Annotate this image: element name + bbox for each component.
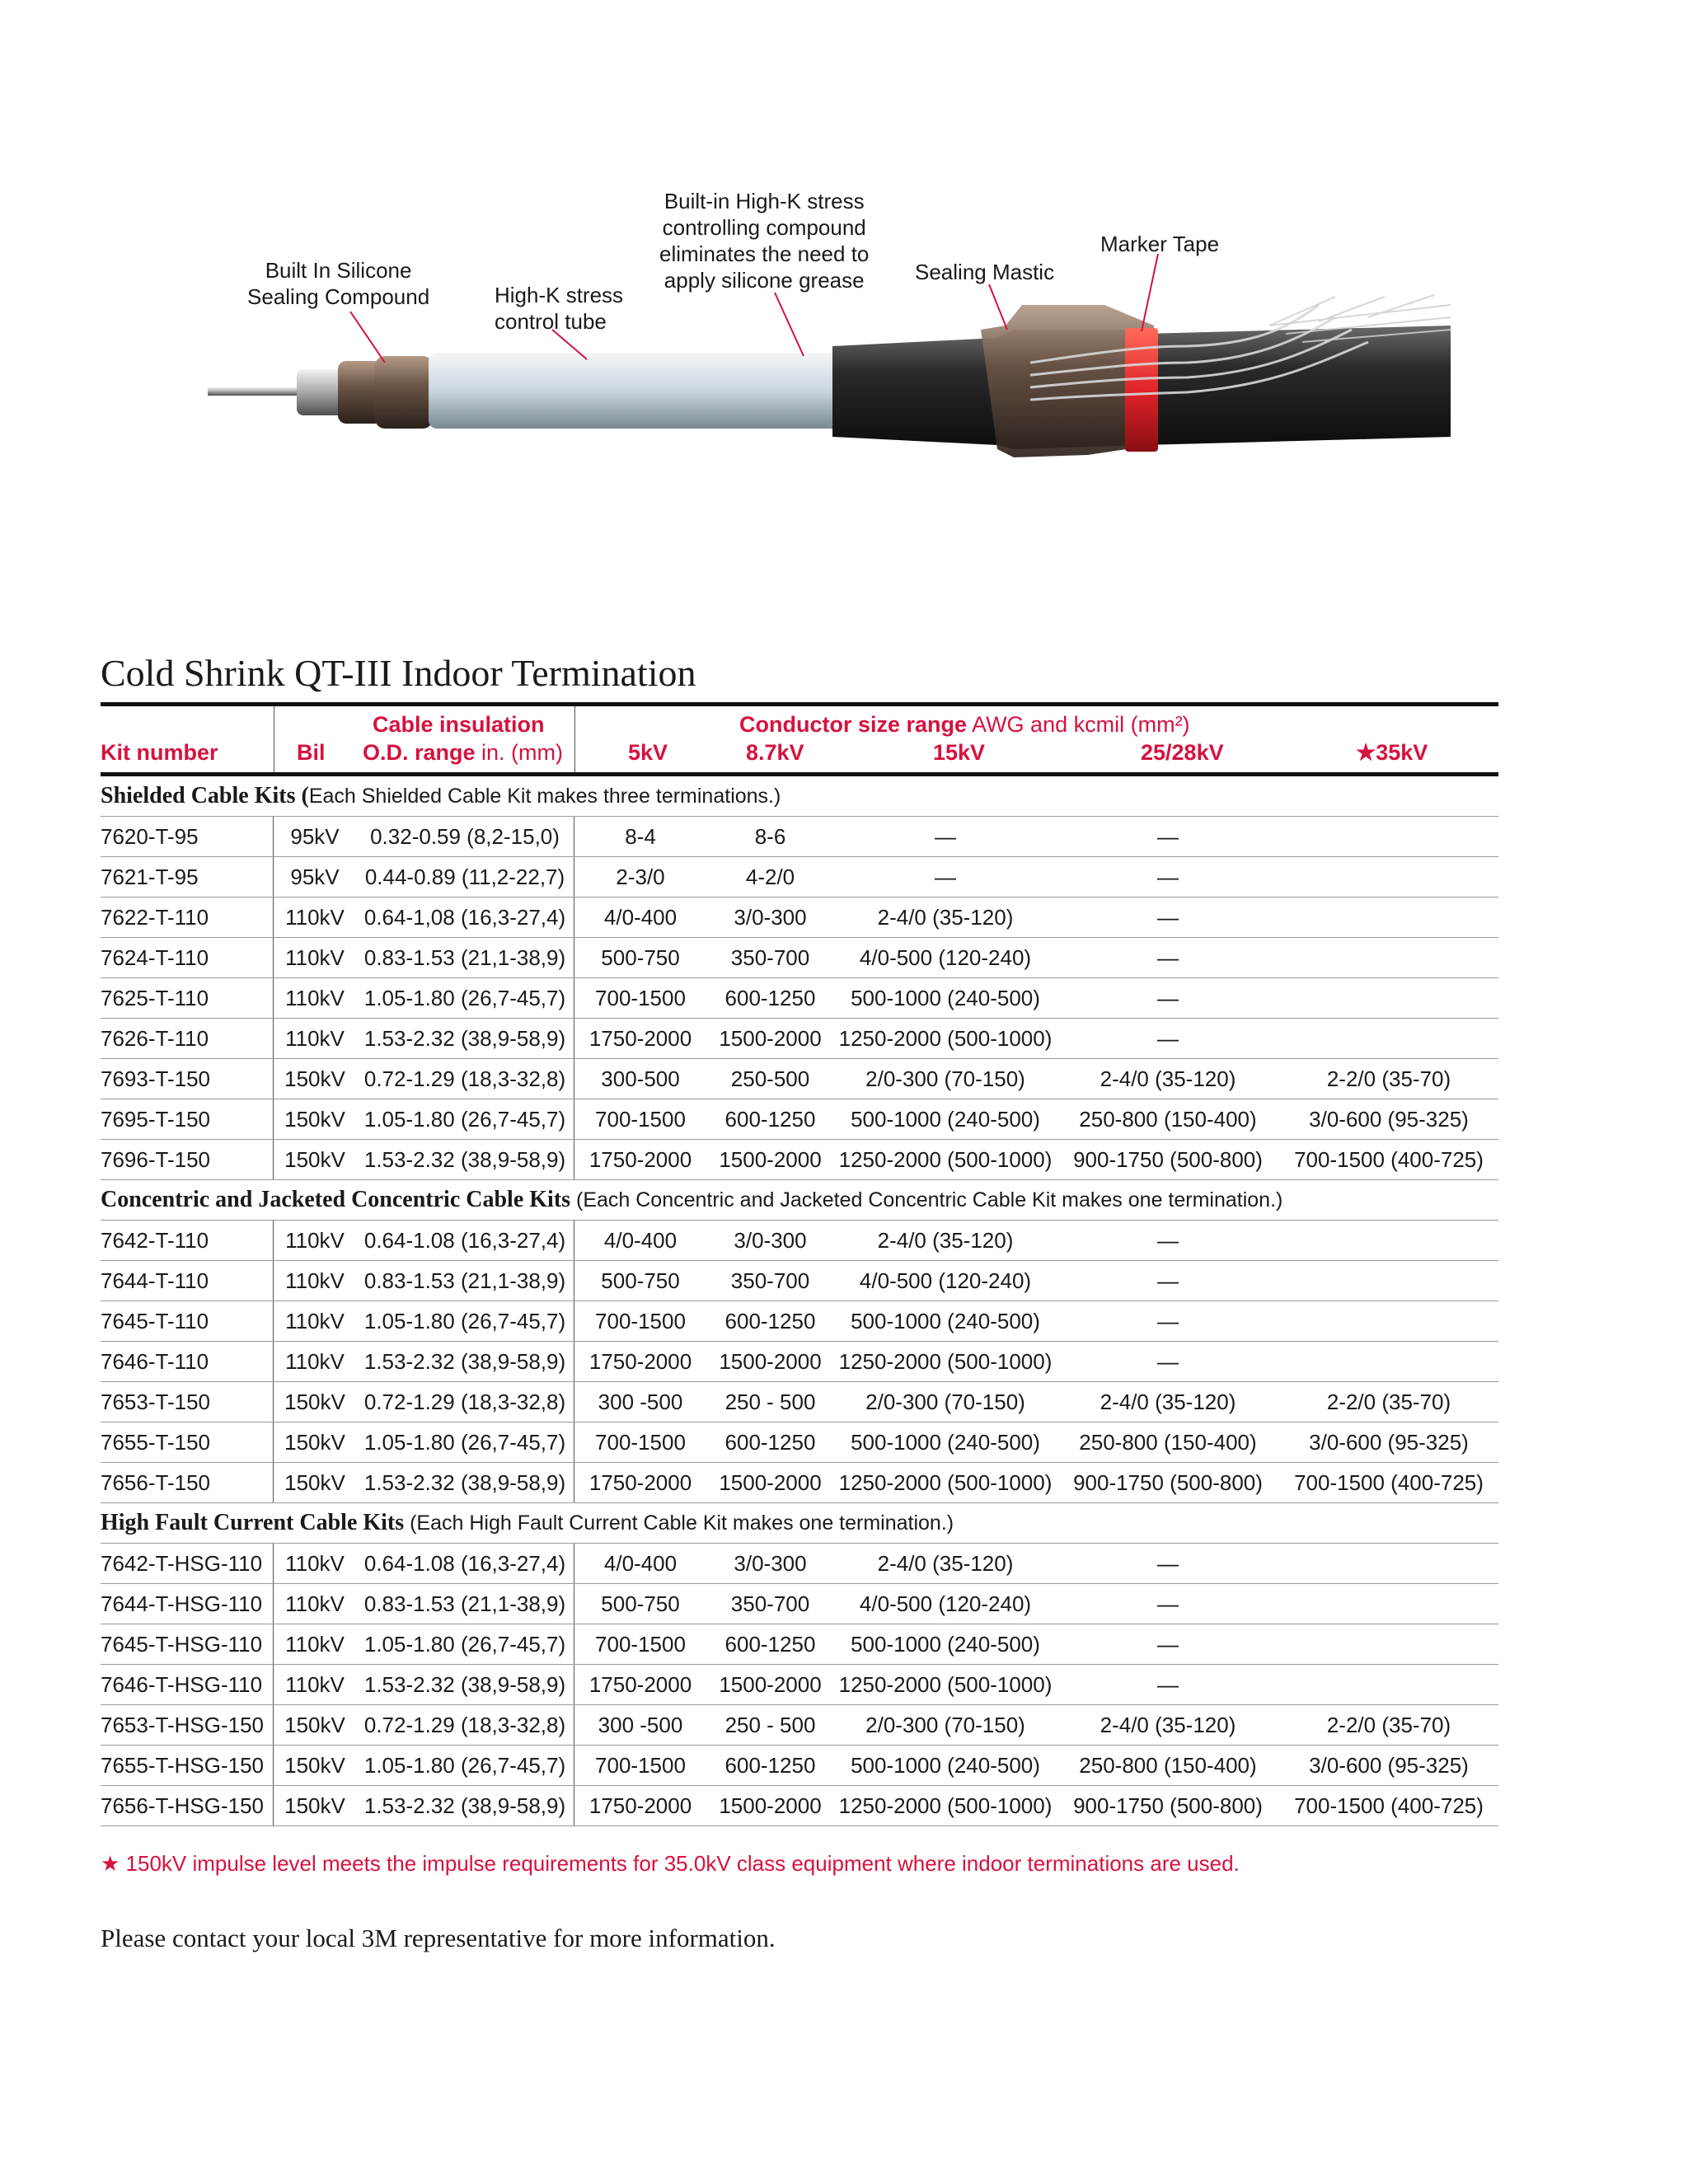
5kv-cell: 2-3/0: [616, 865, 665, 889]
15kv-cell: 1250-2000 (500-1000): [838, 1470, 1053, 1495]
section-title-bold: Concentric and Jacketed Concentric Cable Kits: [101, 1187, 571, 1212]
kit-number-cell: 7642-T-110: [101, 1221, 274, 1260]
35kv-cell: 700-1500 (400-725): [1294, 1793, 1484, 1818]
25-28kv-cell: —: [1157, 905, 1179, 930]
35kv-cell: [1279, 1221, 1498, 1260]
header-kit-number: Kit number: [101, 740, 218, 765]
8-7kv-cell: 3/0-300: [734, 1551, 807, 1576]
5kv-cell: 700-1500: [595, 986, 686, 1010]
25-28kv-cell: 250-800 (150-400): [1079, 1430, 1257, 1455]
table-row: [101, 1705, 1498, 1746]
25-28kv-cell: —: [1157, 865, 1179, 889]
5kv-cell: 1750-2000: [588, 1793, 692, 1818]
od-range-cell: 1.53-2.32 (38,9-58,9): [356, 1342, 574, 1381]
15kv-cell: —: [935, 865, 956, 889]
od-range-cell: 1.05-1.80 (26,7-45,7): [356, 1099, 574, 1139]
8-7kv-cell: 1500-2000: [719, 1349, 822, 1374]
5kv-cell: 1750-2000: [588, 1349, 692, 1374]
section-title: [101, 1503, 1498, 1544]
5kv-cell: 300 -500: [598, 1390, 683, 1414]
35kv-cell: 3/0-600 (95-325): [1309, 1753, 1469, 1778]
header-conductor-size: [739, 711, 1190, 738]
bil-cell: 110kV: [285, 986, 345, 1010]
35kv-cell: [1279, 938, 1498, 977]
8-7kv-cell: 350-700: [730, 1591, 810, 1616]
15kv-cell: 2/0-300 (70-150): [865, 1066, 1025, 1091]
bil-cell: 110kV: [285, 945, 345, 970]
table-row: [101, 1544, 1498, 1584]
25-28kv-cell: 250-800 (150-400): [1079, 1107, 1257, 1132]
table-row: [101, 1059, 1498, 1099]
5kv-cell: 8-4: [625, 824, 656, 849]
8-7kv-cell: 1500-2000: [719, 1793, 822, 1818]
25-28kv-cell: —: [1157, 986, 1179, 1010]
kit-number-cell: 7625-T-110: [101, 978, 274, 1018]
25-28kv-cell: —: [1157, 1632, 1179, 1657]
25-28kv-cell: 900-1750 (500-800): [1073, 1793, 1263, 1818]
5kv-cell: 300-500: [601, 1066, 680, 1091]
bil-cell: 110kV: [285, 1026, 345, 1051]
15kv-cell: 500-1000 (240-500): [851, 1632, 1040, 1657]
35kv-cell: 700-1500 (400-725): [1294, 1147, 1484, 1172]
header-cable-insulation: Cable insulation: [373, 712, 545, 737]
8-7kv-cell: 1500-2000: [719, 1470, 822, 1495]
8-7kv-cell: 600-1250: [724, 1430, 816, 1455]
15kv-cell: 2/0-300 (70-150): [865, 1713, 1025, 1737]
od-range-cell: 0.72-1.29 (18,3-32,8): [356, 1382, 574, 1422]
15kv-cell: 2/0-300 (70-150): [865, 1390, 1025, 1414]
15kv-cell: 1250-2000 (500-1000): [838, 1349, 1053, 1374]
15kv-cell: 4/0-500 (120-240): [859, 1591, 1032, 1616]
kit-number-cell: 7653-T-150: [101, 1382, 274, 1422]
5kv-cell: 700-1500: [595, 1309, 686, 1333]
25-28kv-cell: —: [1157, 1228, 1179, 1253]
bil-cell: 110kV: [285, 1551, 345, 1576]
15kv-cell: 500-1000 (240-500): [851, 1309, 1040, 1333]
25-28kv-cell: —: [1157, 1268, 1179, 1293]
kit-number-cell: 7693-T-150: [101, 1059, 274, 1099]
contact-note: Please contact your local 3M representative for more information.: [101, 1924, 776, 1952]
bil-cell: 110kV: [285, 1632, 345, 1657]
header-15kv: 15kV: [933, 740, 986, 765]
od-range-cell: 0.72-1.29 (18,3-32,8): [356, 1059, 574, 1099]
table-row: [101, 978, 1498, 1019]
8-7kv-cell: 350-700: [730, 945, 810, 970]
15kv-cell: 2-4/0 (35-120): [877, 1551, 1014, 1576]
section-title-rest: (Each High Fault Current Cable Kit makes one termination.): [404, 1511, 954, 1535]
5kv-cell: 4/0-400: [603, 905, 678, 930]
callout-marker-tape: Marker Tape: [1100, 232, 1220, 256]
callout-stress-control-tube: High-K stress control tube: [495, 283, 624, 334]
5kv-cell: 500-750: [601, 945, 680, 970]
kit-number-cell: 7644-T-110: [101, 1261, 274, 1301]
kit-number-cell: 7646-T-110: [101, 1342, 274, 1381]
8-7kv-cell: 250 - 500: [724, 1390, 816, 1414]
header-8-7kv: 8.7kV: [746, 740, 804, 765]
35kv-cell: 2-2/0 (35-70): [1326, 1713, 1451, 1737]
section-title-bold: Shielded Cable Kits (: [101, 783, 309, 808]
8-7kv-cell: 600-1250: [724, 1632, 816, 1657]
bil-cell: 150kV: [284, 1713, 345, 1737]
section-title: [101, 776, 1498, 817]
table-row: [101, 1382, 1498, 1422]
table-row: [101, 1099, 1498, 1140]
5kv-cell: 4/0-400: [603, 1551, 678, 1576]
od-range-cell: 0.72-1.29 (18,3-32,8): [356, 1705, 574, 1745]
header-od-range: [363, 739, 563, 766]
8-7kv-cell: 1500-2000: [719, 1026, 822, 1051]
table-row: [101, 1221, 1498, 1261]
header-divider: [574, 706, 575, 772]
35kv-cell: [1279, 817, 1498, 856]
5kv-cell: 700-1500: [595, 1753, 686, 1778]
15kv-cell: 500-1000 (240-500): [851, 986, 1040, 1010]
table-body: [101, 776, 1498, 1826]
header-5kv: 5kV: [628, 740, 668, 765]
header-od-units: in. (mm): [475, 740, 564, 765]
5kv-cell: 500-750: [601, 1268, 680, 1293]
bil-cell: 110kV: [285, 1268, 345, 1293]
kit-table: [101, 702, 1498, 1826]
15kv-cell: 1250-2000 (500-1000): [838, 1147, 1053, 1172]
35kv-cell: [1279, 1261, 1498, 1301]
od-range-cell: 1.05-1.80 (26,7-45,7): [356, 1746, 574, 1785]
kit-number-cell: 7696-T-150: [101, 1140, 274, 1179]
8-7kv-cell: 250 - 500: [724, 1713, 816, 1737]
5kv-cell: 1750-2000: [588, 1672, 692, 1697]
kit-number-cell: 7645-T-HSG-110: [101, 1624, 274, 1664]
header-conductor-size-label: Conductor size range: [739, 712, 968, 737]
table-row: [101, 1665, 1498, 1705]
25-28kv-cell: 900-1750 (500-800): [1073, 1470, 1263, 1495]
25-28kv-cell: —: [1157, 1551, 1179, 1576]
25-28kv-cell: —: [1157, 1591, 1179, 1616]
od-range-cell: 1.53-2.32 (38,9-58,9): [356, 1019, 574, 1058]
table-row: [101, 1786, 1498, 1826]
35kv-cell: [1279, 857, 1498, 897]
25-28kv-cell: 250-800 (150-400): [1079, 1753, 1257, 1778]
35kv-cell: 3/0-600 (95-325): [1309, 1107, 1469, 1132]
header-conductor-units: AWG and kcmil (mm²): [967, 712, 1190, 737]
table-row: [101, 817, 1498, 857]
35kv-cell: 3/0-600 (95-325): [1309, 1430, 1469, 1455]
table-row: [101, 1624, 1498, 1665]
document-title: Cold Shrink QT-III Indoor Termination: [101, 652, 696, 694]
table-row: [101, 1584, 1498, 1624]
header-bil: Bil: [297, 740, 326, 765]
35kv-cell: 2-2/0 (35-70): [1326, 1066, 1451, 1091]
table-row: [101, 1140, 1498, 1180]
bil-cell: 110kV: [285, 1591, 345, 1616]
kit-number-cell: 7655-T-HSG-150: [101, 1746, 274, 1785]
35kv-cell: [1279, 898, 1498, 937]
bil-cell: 150kV: [284, 1753, 345, 1778]
section-title-bold: High Fault Current Cable Kits: [101, 1510, 405, 1535]
8-7kv-cell: 1500-2000: [719, 1147, 822, 1172]
8-7kv-cell: 600-1250: [724, 1309, 816, 1333]
table-row: [101, 1746, 1498, 1786]
5kv-cell: 1750-2000: [588, 1147, 692, 1172]
callout-sealing-mastic: Sealing Mastic: [915, 260, 1055, 284]
bil-cell: 110kV: [285, 905, 345, 930]
8-7kv-cell: 600-1250: [724, 986, 816, 1010]
35kv-cell: [1279, 1019, 1498, 1058]
5kv-cell: 4/0-400: [603, 1228, 678, 1253]
25-28kv-cell: 900-1750 (500-800): [1073, 1147, 1263, 1172]
kit-number-cell: 7644-T-HSG-110: [101, 1584, 274, 1624]
bil-cell: 150kV: [284, 1066, 345, 1091]
header-35kv: ★35kV: [1356, 740, 1428, 765]
kit-number-cell: 7642-T-HSG-110: [101, 1544, 274, 1583]
product-illustration: [0, 0, 1688, 593]
25-28kv-cell: —: [1157, 824, 1179, 849]
bil-cell: 150kV: [284, 1390, 345, 1414]
8-7kv-cell: 4-2/0: [745, 865, 795, 889]
35kv-cell: 700-1500 (400-725): [1294, 1470, 1484, 1495]
table-row: [101, 857, 1498, 898]
8-7kv-cell: 600-1250: [724, 1107, 816, 1132]
header-25-28kv: 25/28kV: [1141, 740, 1224, 765]
15kv-cell: 500-1000 (240-500): [851, 1107, 1040, 1132]
bil-cell: 150kV: [284, 1107, 345, 1132]
od-range-cell: 1.53-2.32 (38,9-58,9): [356, 1140, 574, 1179]
25-28kv-cell: —: [1157, 1672, 1179, 1697]
35kv-cell: [1279, 1342, 1498, 1381]
od-range-cell: 0.83-1.53 (21,1-38,9): [356, 938, 574, 977]
table-row: [101, 1342, 1498, 1382]
od-range-cell: 1.05-1.80 (26,7-45,7): [356, 1624, 574, 1664]
35kv-cell: [1279, 1301, 1498, 1341]
25-28kv-cell: —: [1157, 1026, 1179, 1051]
footnote: ★ 150kV impulse level meets the impulse requirements for 35.0kV class equipment where indoor terminations are used.: [101, 1851, 1240, 1876]
od-range-cell: 0.32-0.59 (8,2-15,0): [356, 817, 574, 856]
section-title-rest: (Each Concentric and Jacketed Concentric Cable Kit makes one termination.): [570, 1188, 1283, 1212]
bil-cell: 150kV: [284, 1470, 345, 1495]
15kv-cell: 2-4/0 (35-120): [877, 905, 1014, 930]
kit-number-cell: 7695-T-150: [101, 1099, 274, 1139]
15kv-cell: 500-1000 (240-500): [851, 1753, 1040, 1778]
kit-number-cell: 7621-T-95: [101, 857, 274, 897]
8-7kv-cell: 3/0-300: [734, 905, 807, 930]
8-7kv-cell: 3/0-300: [734, 1228, 807, 1253]
table-header: [101, 706, 1498, 772]
8-7kv-cell: 1500-2000: [719, 1672, 822, 1697]
15kv-cell: 4/0-500 (120-240): [859, 1268, 1032, 1293]
table-row: [101, 898, 1498, 938]
bil-cell: 150kV: [284, 1793, 345, 1818]
od-range-cell: 0.83-1.53 (21,1-38,9): [356, 1261, 574, 1301]
15kv-cell: 2-4/0 (35-120): [877, 1228, 1014, 1253]
table-row: [101, 1301, 1498, 1342]
kit-number-cell: 7626-T-110: [101, 1019, 274, 1058]
bil-cell: 110kV: [285, 1672, 345, 1697]
15kv-cell: 4/0-500 (120-240): [859, 945, 1032, 970]
od-range-cell: 0.64-1.08 (16,3-27,4): [356, 1544, 574, 1583]
25-28kv-cell: 2-4/0 (35-120): [1100, 1066, 1236, 1091]
od-range-cell: 1.53-2.32 (38,9-58,9): [356, 1786, 574, 1825]
table-row: [101, 1261, 1498, 1301]
5kv-cell: 700-1500: [595, 1430, 686, 1455]
table-row: [101, 938, 1498, 978]
kit-number-cell: 7645-T-110: [101, 1301, 274, 1341]
bil-cell: 110kV: [285, 1349, 345, 1374]
15kv-cell: —: [935, 824, 956, 849]
bil-cell: 95kV: [290, 824, 340, 849]
8-7kv-cell: 8-6: [754, 824, 786, 849]
5kv-cell: 300 -500: [598, 1713, 683, 1737]
35kv-cell: [1279, 1544, 1498, 1583]
od-range-cell: 1.53-2.32 (38,9-58,9): [356, 1665, 574, 1704]
od-range-cell: 0.64-1,08 (16,3-27,4): [356, 898, 574, 937]
section-title: [101, 1180, 1498, 1221]
kit-number-cell: 7622-T-110: [101, 898, 274, 937]
25-28kv-cell: —: [1157, 1309, 1179, 1333]
table-row: [101, 1019, 1498, 1059]
table-row: [101, 1422, 1498, 1463]
5kv-cell: 700-1500: [595, 1632, 686, 1657]
kit-number-cell: 7653-T-HSG-150: [101, 1705, 274, 1745]
kit-number-cell: 7655-T-150: [101, 1422, 274, 1462]
bil-cell: 110kV: [285, 1309, 345, 1333]
25-28kv-cell: —: [1157, 945, 1179, 970]
od-range-cell: 1.05-1.80 (26,7-45,7): [356, 1301, 574, 1341]
5kv-cell: 700-1500: [595, 1107, 686, 1132]
callout-silicone-compound: Built In Silicone Sealing Compound: [247, 258, 430, 309]
od-range-cell: 1.53-2.32 (38,9-58,9): [356, 1463, 574, 1502]
bil-cell: 150kV: [284, 1430, 345, 1455]
bil-cell: 150kV: [284, 1147, 345, 1172]
od-range-cell: 0.64-1.08 (16,3-27,4): [356, 1221, 574, 1260]
8-7kv-cell: 350-700: [730, 1268, 810, 1293]
8-7kv-cell: 250-500: [730, 1066, 810, 1091]
kit-number-cell: 7656-T-150: [101, 1463, 274, 1502]
kit-number-cell: 7646-T-HSG-110: [101, 1665, 274, 1704]
8-7kv-cell: 600-1250: [724, 1753, 816, 1778]
od-range-cell: 0.44-0.89 (11,2-22,7): [356, 857, 574, 897]
header-od-range-label: O.D. range: [363, 740, 476, 765]
15kv-cell: 1250-2000 (500-1000): [838, 1793, 1053, 1818]
25-28kv-cell: —: [1157, 1349, 1179, 1374]
35kv-cell: [1279, 1665, 1498, 1704]
5kv-cell: 500-750: [601, 1591, 680, 1616]
section-title-rest: Each Shielded Cable Kit makes three terminations.): [308, 785, 781, 808]
kit-number-cell: 7624-T-110: [101, 938, 274, 977]
od-range-cell: 1.05-1.80 (26,7-45,7): [356, 978, 574, 1018]
25-28kv-cell: 2-4/0 (35-120): [1100, 1390, 1236, 1414]
kit-number-cell: 7656-T-HSG-150: [101, 1786, 274, 1825]
25-28kv-cell: 2-4/0 (35-120): [1100, 1713, 1236, 1737]
35kv-cell: [1279, 1624, 1498, 1664]
callout-stress-compound: Built-in High-K stress controlling compound eliminates the need to apply silicone grease: [659, 189, 870, 293]
35kv-cell: [1279, 1584, 1498, 1624]
bil-cell: 95kV: [290, 865, 340, 889]
15kv-cell: 500-1000 (240-500): [851, 1430, 1040, 1455]
5kv-cell: 1750-2000: [588, 1026, 692, 1051]
bil-cell: 110kV: [285, 1228, 345, 1253]
35kv-cell: 2-2/0 (35-70): [1326, 1390, 1451, 1414]
5kv-cell: 1750-2000: [588, 1470, 692, 1495]
od-range-cell: 1.05-1.80 (26,7-45,7): [356, 1422, 574, 1462]
15kv-cell: 1250-2000 (500-1000): [838, 1026, 1053, 1051]
15kv-cell: 1250-2000 (500-1000): [838, 1672, 1053, 1697]
table-row: [101, 1463, 1498, 1503]
kit-number-cell: 7620-T-95: [101, 817, 274, 856]
35kv-cell: [1279, 978, 1498, 1018]
od-range-cell: 0.83-1.53 (21,1-38,9): [356, 1584, 574, 1624]
